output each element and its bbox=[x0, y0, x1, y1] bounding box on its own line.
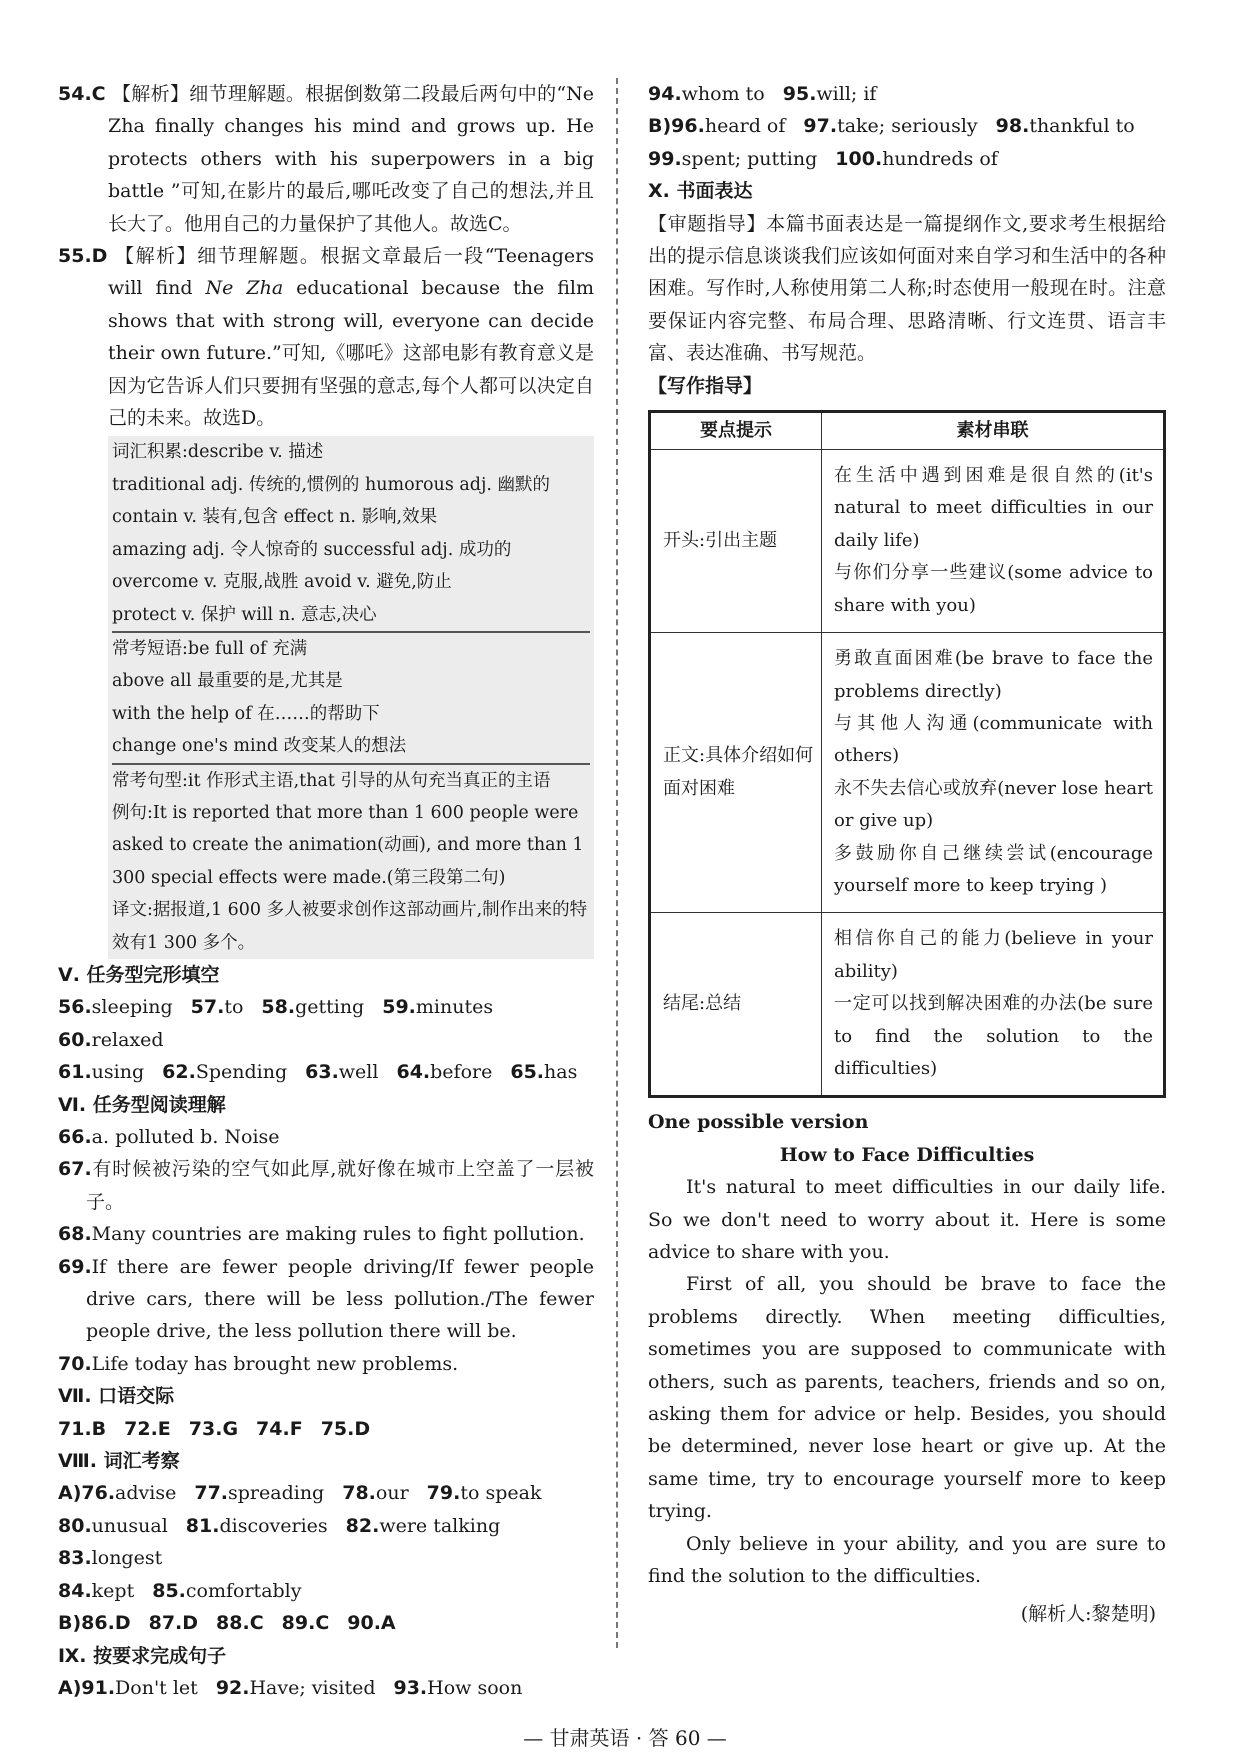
section-6-title: Ⅵ. 任务型阅读理解 bbox=[58, 1093, 226, 1116]
answer-item bbox=[58, 1251, 594, 1348]
phrase-line: with the help of 在……的帮助下 bbox=[112, 703, 380, 724]
answer-item: 90.A bbox=[347, 1612, 396, 1635]
answer-text: spent; putting bbox=[681, 147, 818, 170]
vocabulary-box bbox=[108, 436, 594, 959]
answer-item bbox=[216, 1672, 376, 1704]
answer-number: 85. bbox=[152, 1579, 186, 1602]
answer-item bbox=[510, 1056, 577, 1088]
answer-number: 59. bbox=[382, 996, 416, 1019]
answer-text: well bbox=[338, 1061, 379, 1084]
answer-number: 68. bbox=[58, 1223, 92, 1246]
answer-item bbox=[396, 1056, 492, 1088]
answer-number: 83. bbox=[58, 1547, 92, 1570]
answer-text: kept bbox=[91, 1579, 135, 1602]
section-6-answers bbox=[58, 1121, 594, 1380]
answer-number: 100. bbox=[835, 147, 883, 170]
answer-number: 78. bbox=[342, 1482, 376, 1505]
sentence-pattern bbox=[112, 763, 590, 959]
answer-number: 66. bbox=[58, 1126, 92, 1148]
phrase-line: 常考短语:be full of 充满 bbox=[112, 638, 308, 659]
answer-item: 89.C bbox=[281, 1612, 330, 1635]
vocabulary-line: protect v. 保护 will n. 意志,决心 bbox=[112, 604, 377, 625]
answer-number: 92. bbox=[215, 1676, 250, 1699]
answer-text: our bbox=[375, 1482, 409, 1505]
answer-number: 98. bbox=[995, 115, 1030, 138]
answer-number: 61. bbox=[58, 1061, 92, 1084]
sample-essay bbox=[648, 1106, 1166, 1631]
answer-item bbox=[58, 1542, 162, 1574]
answer-text: take; seriously bbox=[837, 115, 978, 138]
answer-item: 88.C bbox=[216, 1612, 264, 1635]
answer-54: 54.C 【解析】细节理解题。根据倒数第二段最后两句中的“Ne Zha finally changes his mind and grows up. He protects others with his superpowers in a big battle ”可知,在影片的最后,哪吒改变了自己的想法,并且长大了。他用自己的力量保护了其他人。故选C。 bbox=[58, 83, 594, 235]
section-9-answers-row2 bbox=[648, 78, 1166, 110]
section-8-answers-a bbox=[58, 1477, 594, 1509]
section-8-answers-row2 bbox=[58, 1510, 594, 1575]
answer-text: were talking bbox=[379, 1514, 501, 1537]
answer-item: 73.G bbox=[188, 1417, 239, 1440]
sentence-line: 译文:据报道,1 600 多人被要求创作这部动画片,制作出来的特效有1 300 多个。 bbox=[112, 900, 588, 953]
answer-number: 82. bbox=[345, 1514, 380, 1537]
answer-number: 97. bbox=[803, 115, 838, 138]
answer-number: 67. bbox=[58, 1158, 92, 1181]
answer-item bbox=[191, 991, 244, 1023]
answer-item bbox=[393, 1672, 522, 1704]
phrase-list bbox=[112, 631, 590, 763]
answer-number: 94. bbox=[648, 83, 682, 105]
answer-text: Spending bbox=[195, 1061, 288, 1084]
answer-number: 65. bbox=[510, 1061, 545, 1084]
table-cell-material bbox=[822, 633, 1165, 913]
table-header-materials: 素材串联 bbox=[822, 412, 1165, 450]
section-8-answers-b bbox=[58, 1607, 594, 1639]
answer-number: 60. bbox=[58, 1028, 92, 1051]
exam-guidance: 【审题指导】本篇书面表达是一篇提纲作文,要求考生根据给出的提示信息谈谈我们应该如何面对来自学习和生活中的各种困难。写作时,人称使用第二人称;时态使用一般现在时。注意要保证内容完整、布局合理、思路清晰、行文连贯、语言丰富、表达准确、书写规范。 bbox=[648, 212, 1166, 365]
answer-number: 64. bbox=[396, 1061, 431, 1084]
answer-text: has bbox=[544, 1061, 578, 1084]
answer-text: sleeping bbox=[91, 996, 173, 1019]
sentence-line: 常考句型:it 作形式主语,that 引导的从句充当真正的主语 bbox=[112, 770, 551, 791]
answer-text: relaxed bbox=[91, 1028, 164, 1051]
answer-text: How soon bbox=[427, 1676, 523, 1699]
table-cell-point: 结尾:总结 bbox=[650, 913, 822, 1097]
answer-text: will; if bbox=[816, 83, 877, 105]
writing-guide-title: 【写作指导】 bbox=[648, 374, 763, 397]
answer-item: 87.D bbox=[148, 1612, 199, 1635]
table-cell-material bbox=[822, 450, 1165, 633]
answer-text: advise bbox=[115, 1482, 177, 1505]
answer-item: 72.E bbox=[124, 1417, 171, 1440]
answer-item bbox=[58, 1121, 594, 1153]
table-cell-material bbox=[822, 913, 1165, 1097]
answer-number: 77. bbox=[194, 1482, 229, 1505]
table-row bbox=[650, 450, 1165, 633]
answer-item bbox=[648, 110, 785, 142]
answer-number: 63. bbox=[305, 1061, 339, 1084]
answer-number: 79. bbox=[426, 1482, 461, 1505]
material-line: 勇敢直面困难(be brave to face the problems directly) bbox=[834, 648, 1153, 702]
table-cell-point: 开头:引出主题 bbox=[650, 450, 822, 633]
section-5-answers-row2 bbox=[58, 1056, 594, 1088]
answer-item bbox=[58, 1056, 144, 1088]
essay-paragraph: Only believe in your ability, and you are sure to find the solution to the difficulties. bbox=[648, 1532, 1166, 1588]
answer-item bbox=[58, 1477, 176, 1509]
answer-number: 58. bbox=[261, 996, 296, 1019]
answer-55: 55.D 【解析】细节理解题。根据文章最后一段“Teenagers will find Ne Zha educational because the film shows that with strong will, everyone can decide their own future.”可知,《哪吒》这部电影有教育意义是因为它告诉人们只要拥有坚强的意志,每个人都可以决定自己的未来。故选D。 bbox=[58, 245, 594, 430]
answer-item bbox=[648, 78, 765, 110]
answer-item bbox=[382, 991, 493, 1023]
material-line: 与其他人沟通(communicate with others) bbox=[834, 712, 1153, 767]
answer-text: thankful to bbox=[1029, 115, 1135, 138]
answer-text: before bbox=[430, 1061, 493, 1084]
answer-item bbox=[783, 78, 877, 110]
answer-number: 93. bbox=[393, 1676, 428, 1699]
answer-item bbox=[58, 1024, 164, 1056]
vocabulary-list bbox=[112, 436, 590, 630]
answer-number: B)96. bbox=[648, 115, 705, 138]
material-line: 与你们分享一些建议(some advice to share with you) bbox=[834, 562, 1153, 616]
column-divider bbox=[616, 78, 618, 1648]
section-9-answers-a bbox=[58, 1672, 594, 1704]
answer-item bbox=[58, 1510, 168, 1542]
answer-item bbox=[58, 991, 173, 1023]
answer-text: longest bbox=[91, 1547, 163, 1570]
answer-number: 70. bbox=[58, 1352, 92, 1375]
answer-text: to speak bbox=[460, 1482, 542, 1505]
answer-text: Don't let bbox=[115, 1676, 198, 1699]
vocabulary-line: amazing adj. 令人惊奇的 successful adj. 成功的 bbox=[112, 539, 512, 560]
answer-text: whom to bbox=[681, 83, 765, 105]
answer-text: unusual bbox=[91, 1514, 168, 1537]
material-line: 一定可以找到解决困难的办法(be sure to find the solution to the difficulties) bbox=[834, 993, 1153, 1079]
answer-item bbox=[305, 1056, 378, 1088]
analyst-credit: (解析人:黎楚明) bbox=[1020, 1603, 1156, 1626]
left-column bbox=[58, 78, 594, 1704]
right-column bbox=[648, 78, 1166, 1631]
phrase-line: change one's mind 改变某人的想法 bbox=[112, 736, 407, 757]
answer-item: 74.F bbox=[256, 1417, 303, 1440]
answer-text: heard of bbox=[704, 115, 786, 138]
answer-number: 56. bbox=[58, 996, 92, 1019]
answer-text: a. polluted b. Noise bbox=[91, 1126, 280, 1148]
sentence-line: 例句:It is reported that more than 1 600 people were asked to create the animation(动画), and more than 1 300 special effects were made.(第三段第二句) bbox=[112, 802, 584, 888]
answer-number: 80. bbox=[58, 1514, 92, 1537]
answer-text: Have; visited bbox=[249, 1676, 376, 1699]
answer-item bbox=[58, 1153, 594, 1218]
table-cell-point: 正文:具体介绍如何面对困难 bbox=[650, 633, 822, 913]
section-9-title: Ⅸ. 按要求完成句子 bbox=[58, 1644, 227, 1667]
answer-item bbox=[186, 1510, 328, 1542]
answer-text: getting bbox=[295, 996, 365, 1019]
table-header-points: 要点提示 bbox=[650, 412, 822, 450]
answer-text: discoveries bbox=[219, 1514, 328, 1537]
answer-item bbox=[835, 143, 998, 175]
answer-text: using bbox=[91, 1061, 145, 1084]
answer-text: minutes bbox=[415, 996, 494, 1019]
section-7-answers bbox=[58, 1413, 594, 1445]
page-footer: — 甘肃英语 · 答 60 — bbox=[523, 1726, 727, 1750]
material-line: 在生活中遇到困难是很自然的(it's natural to meet difficulties in our daily life) bbox=[834, 465, 1153, 551]
answer-text: 有时候被污染的空气如此厚,就好像在城市上空盖了一层被子。 bbox=[86, 1158, 594, 1213]
section-8-title: Ⅷ. 词汇考察 bbox=[58, 1450, 180, 1473]
answer-number: 62. bbox=[162, 1061, 196, 1084]
section-9-answers-row4 bbox=[648, 143, 1166, 175]
answer-text: to bbox=[224, 996, 244, 1019]
answer-text: comfortably bbox=[185, 1579, 302, 1602]
answer-item bbox=[194, 1477, 324, 1509]
answer-number: 99. bbox=[648, 147, 682, 170]
section-9-answers-b bbox=[648, 110, 1166, 142]
answer-item bbox=[996, 110, 1135, 142]
answer-item bbox=[162, 1056, 287, 1088]
section-5-answers-row1 bbox=[58, 991, 594, 1056]
essay-title: How to Face Difficulties bbox=[779, 1143, 1035, 1166]
vocabulary-line: traditional adj. 传统的,惯例的 humorous adj. 幽默的 bbox=[112, 474, 551, 495]
essay-label: One possible version bbox=[648, 1111, 869, 1134]
vocabulary-line: 词汇积累:describe v. 描述 bbox=[112, 442, 324, 463]
essay-body bbox=[648, 1171, 1166, 1592]
material-line: 永不失去信心或放弃(never lose heart or give up) bbox=[834, 777, 1153, 832]
answer-number: 95. bbox=[782, 83, 817, 105]
answer-item bbox=[342, 1477, 408, 1509]
answer-item bbox=[427, 1477, 542, 1509]
answer-number: A)91. bbox=[58, 1676, 116, 1699]
essay-paragraph: It's natural to meet difficulties in our daily life. So we don't need to worry about it. Here is some advice to share with you. bbox=[648, 1176, 1166, 1263]
phrase-line: above all 最重要的是,尤其是 bbox=[112, 671, 343, 692]
answer-item bbox=[58, 1218, 594, 1250]
answer-number: A)76. bbox=[58, 1482, 116, 1505]
answer-item bbox=[58, 1348, 594, 1380]
answer-text: spreading bbox=[228, 1482, 325, 1505]
answer-number: 84. bbox=[58, 1579, 92, 1602]
answer-item bbox=[261, 991, 364, 1023]
essay-paragraph: First of all, you should be brave to face the problems directly. When meeting difficulties, sometimes you are supposed to communicate with others, such as parents, teachers, friends and so on, asking them for advice or help. Besides, you should be determined, never lose heart or give up. At the same time, try to encourage yourself more to keep trying. bbox=[648, 1273, 1166, 1523]
vocabulary-line: contain v. 装有,包含 effect n. 影响,效果 bbox=[112, 507, 438, 528]
answer-number: 81. bbox=[185, 1514, 220, 1537]
answer-number: 69. bbox=[58, 1255, 92, 1278]
table-row bbox=[650, 633, 1165, 913]
answer-item bbox=[346, 1510, 501, 1542]
section-7-title: Ⅶ. 口语交际 bbox=[58, 1385, 175, 1408]
answer-item: B)86.D bbox=[58, 1612, 131, 1635]
answer-number: 57. bbox=[190, 996, 225, 1019]
answer-item bbox=[58, 1672, 198, 1704]
answer-item bbox=[803, 110, 977, 142]
material-line: 多鼓励你自己继续尝试(encourage yourself more to keep trying ) bbox=[834, 842, 1153, 896]
answer-item: 71.B bbox=[58, 1417, 107, 1440]
answer-item: 75.D bbox=[320, 1417, 371, 1440]
section-8-answers-row3 bbox=[58, 1575, 594, 1607]
section-5-title: Ⅴ. 任务型完形填空 bbox=[58, 963, 220, 986]
answer-text: hundreds of bbox=[882, 147, 998, 170]
answer-text: Life today has brought new problems. bbox=[91, 1352, 459, 1375]
answer-text: If there are fewer people driving/If fewer people drive cars, there will be less pollution./The fewer people drive, the less pollution there will be. bbox=[86, 1255, 594, 1343]
answer-item bbox=[58, 1575, 134, 1607]
table-row bbox=[650, 913, 1165, 1097]
answer-text: Many countries are making rules to fight pollution. bbox=[91, 1223, 585, 1246]
answer-item bbox=[152, 1575, 301, 1607]
writing-guide-table bbox=[648, 410, 1166, 1098]
material-line: 相信你自己的能力(believe in your ability) bbox=[834, 928, 1153, 982]
section-10-title: Ⅹ. 书面表达 bbox=[648, 180, 753, 203]
answer-item bbox=[648, 143, 817, 175]
vocabulary-line: overcome v. 克服,战胜 avoid v. 避免,防止 bbox=[112, 572, 452, 593]
